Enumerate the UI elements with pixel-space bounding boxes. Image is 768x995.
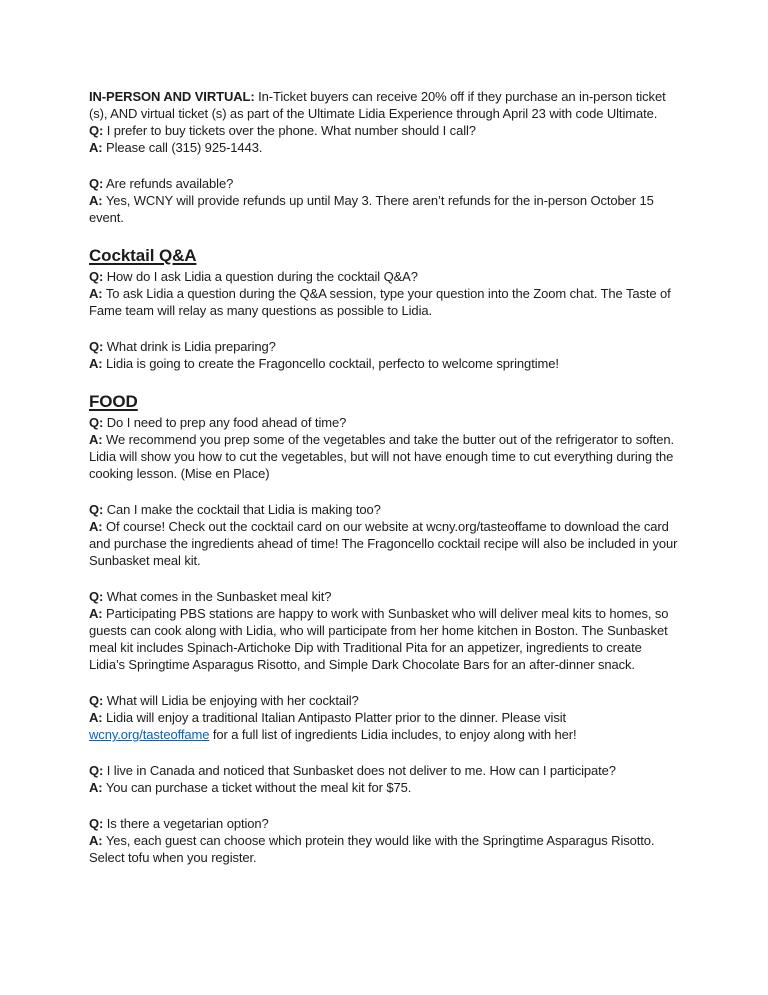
qa-item-drink <box>89 338 678 372</box>
answer-line <box>89 605 678 673</box>
answer-text-before-link: Lidia will enjoy a traditional Italian Antipasto Platter prior to the dinner. Please visit <box>106 710 567 725</box>
answer-text: We recommend you prep some of the vegetables and take the butter out of the refrigerator to soften. Lidia will show you how to cut the vegetables, but will not have enough time to cut everything during the cooking lesson. (Mise en Place) <box>89 432 675 481</box>
question-line <box>89 268 678 285</box>
qa-item-vegetarian-option <box>89 815 678 866</box>
section-heading-food: FOOD <box>89 392 138 411</box>
answer-line <box>89 355 678 372</box>
qa-item-food-prep <box>89 414 678 482</box>
a-label: A: <box>89 519 103 534</box>
question-line <box>89 692 678 709</box>
q-label: Q: <box>89 123 104 138</box>
answer-text: Of course! Check out the cocktail card on our website at wcny.org/tasteoffame to download the card and purchase the ingredients ahead of time! The Fragoncello cocktail recipe will also be included in your Sunbasket meal kit. <box>89 519 678 568</box>
question-text: What drink is Lidia preparing? <box>106 339 276 354</box>
question-line <box>89 762 678 779</box>
question-line <box>89 414 678 431</box>
question-text: Is there a vegetarian option? <box>106 816 269 831</box>
a-label: A: <box>89 606 103 621</box>
question-text: Are refunds available? <box>106 176 234 191</box>
q-label: Q: <box>89 339 104 354</box>
qa-item-refunds <box>89 175 678 226</box>
q-label: Q: <box>89 176 104 191</box>
a-label: A: <box>89 286 103 301</box>
question-line <box>89 815 678 832</box>
a-label: A: <box>89 432 103 447</box>
question-line <box>89 501 678 518</box>
answer-text: Yes, WCNY will provide refunds up until May 3. There aren’t refunds for the in-person October 15 event. <box>89 193 654 225</box>
answer-line <box>89 192 678 226</box>
answer-text: Participating PBS stations are happy to work with Sunbasket who will deliver meal kits to homes, so guests can cook along with Lidia, who will participate from her home kitchen in Boston. The Sunbasket meal kit includes Spinach-Artichoke Dip with Traditional Pita for an appetizer, ingredients to create Lidia’s Springtime Asparagus Risotto, and Simple Dark Chocolate Bars for an after-dinner snack. <box>89 606 669 672</box>
q-label: Q: <box>89 816 104 831</box>
a-label: A: <box>89 833 103 848</box>
q-label: Q: <box>89 415 104 430</box>
answer-text-after-link: for a full list of ingredients Lidia includes, to enjoy along with her! <box>209 727 577 742</box>
qa-item-sunbasket-kit <box>89 588 678 673</box>
question-text: Do I need to prep any food ahead of time? <box>106 415 347 430</box>
a-label: A: <box>89 780 103 795</box>
qa-item-phone-tickets <box>89 122 678 156</box>
intro-bold-label: IN-PERSON AND VIRTUAL: <box>89 89 255 104</box>
q-label: Q: <box>89 269 104 284</box>
answer-text: You can purchase a ticket without the meal kit for $75. <box>105 780 412 795</box>
answer-text: Yes, each guest can choose which protein they would like with the Springtime Asparagus Risotto. Select tofu when you register. <box>89 833 655 865</box>
answer-line <box>89 709 678 743</box>
section-heading-cocktail-qa: Cocktail Q&A <box>89 246 197 265</box>
qa-item-canada-delivery <box>89 762 678 796</box>
a-label: A: <box>89 140 103 155</box>
qa-item-make-cocktail <box>89 501 678 569</box>
intro-text: In-Ticket buyers can receive 20% off if they purchase an in-person ticket (s), AND virtual ticket (s) as part of the Ultimate Lidia Experience through April 23 with code Ultimate. <box>89 89 666 121</box>
answer-line <box>89 139 678 156</box>
answer-line <box>89 779 678 796</box>
question-text: I prefer to buy tickets over the phone. What number should I call? <box>106 123 476 138</box>
qa-item-ask-question <box>89 268 678 319</box>
question-text: What will Lidia be enjoying with her cocktail? <box>106 693 359 708</box>
question-line <box>89 122 678 139</box>
answer-line <box>89 285 678 319</box>
q-label: Q: <box>89 502 104 517</box>
question-line <box>89 338 678 355</box>
q-label: Q: <box>89 589 104 604</box>
answer-text: To ask Lidia a question during the Q&A session, type your question into the Zoom chat. The Taste of Fame team will relay as many questions as possible to Lidia. <box>89 286 671 318</box>
a-label: A: <box>89 193 103 208</box>
q-label: Q: <box>89 693 104 708</box>
answer-text: Please call (315) 925-1443. <box>106 140 263 155</box>
question-text: How do I ask Lidia a question during the cocktail Q&A? <box>106 269 418 284</box>
a-label: A: <box>89 356 103 371</box>
answer-line <box>89 518 678 569</box>
question-text: What comes in the Sunbasket meal kit? <box>106 589 332 604</box>
question-line <box>89 175 678 192</box>
q-label: Q: <box>89 763 104 778</box>
answer-line <box>89 832 678 866</box>
answer-line <box>89 431 678 482</box>
question-line <box>89 588 678 605</box>
question-text: Can I make the cocktail that Lidia is making too? <box>106 502 381 517</box>
answer-text: Lidia is going to create the Fragoncello cocktail, perfecto to welcome springtime! <box>106 356 559 371</box>
intro-paragraph <box>89 88 678 122</box>
question-text: I live in Canada and noticed that Sunbasket does not deliver to me. How can I participate? <box>106 763 616 778</box>
qa-item-lidia-cocktail-food <box>89 692 678 743</box>
tasteoffame-link[interactable]: wcny.org/tasteoffame <box>89 727 210 742</box>
a-label: A: <box>89 710 103 725</box>
